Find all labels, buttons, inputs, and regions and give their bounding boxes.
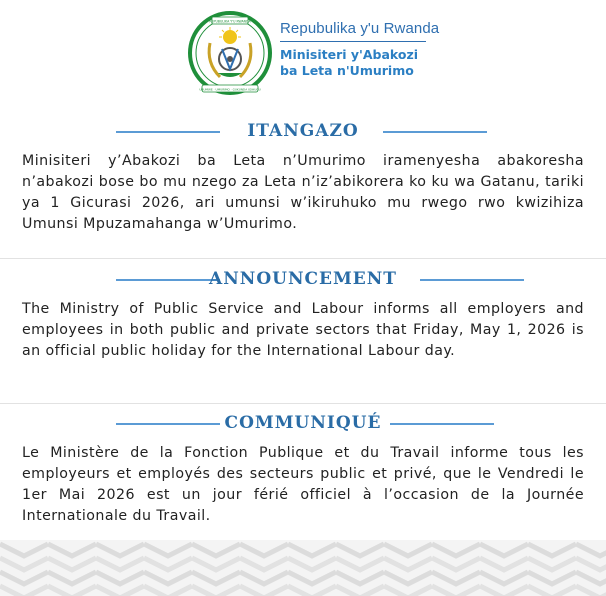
seal-bottom-text: UBUMWE · UMURIMO · GUKUNDA IGIHUGU bbox=[199, 87, 261, 92]
section-divider bbox=[0, 258, 606, 259]
republic-title: Repubulika y'u Rwanda bbox=[280, 20, 440, 37]
section-english bbox=[0, 268, 606, 362]
heading-itangazo: ITANGAZO bbox=[247, 121, 359, 141]
section-french bbox=[0, 412, 606, 527]
ministry-name-line1: Minisiteri y'Abakozi bbox=[280, 47, 419, 62]
seal-top-text: REPUBULIKA Y'U RWANDA bbox=[209, 19, 251, 24]
heading-announcement: ANNOUNCEMENT bbox=[209, 269, 397, 289]
announcement-text-kinyarwanda: Minisiteri y’Abakozi ba Leta n’Umurimo iramenyesha abakoresha n’abakozi bose bo mu nzego za Leta n’iz’abikorera ko ku wa Gatanu, tariki ya 1 Gicurasi 2026, ari umunsi w’ikiruhuko mu rwego rwo kwizihiza Umunsi Mpuzamahanga w’Umurimo. bbox=[22, 153, 584, 232]
rwanda-seal-icon bbox=[188, 7, 272, 105]
announcement-text-french: Le Ministère de la Fonction Publique et du Travail informe tous les employeurs et employés des secteurs public et privé, que le Vendredi le 1er Mai 2026 est un jour férié officiel à l’occasion de la Journée Internationale du Travail. bbox=[22, 445, 584, 524]
heading-communique: COMMUNIQUÉ bbox=[224, 413, 382, 433]
ministry-name-block bbox=[280, 20, 439, 79]
title-rule bbox=[280, 41, 426, 42]
imigongo-pattern-icon bbox=[0, 540, 606, 596]
section-divider bbox=[0, 403, 606, 404]
announcement-text-english: The Ministry of Public Service and Labour informs all employers and employees in both public and private sectors that Friday, May 1, 2026 is an official public holiday for the International Labour day. bbox=[22, 301, 584, 359]
letterhead bbox=[0, 0, 606, 118]
section-kinyarwanda bbox=[0, 120, 606, 235]
ministry-name-line2: ba Leta n'Umurimo bbox=[280, 63, 414, 78]
